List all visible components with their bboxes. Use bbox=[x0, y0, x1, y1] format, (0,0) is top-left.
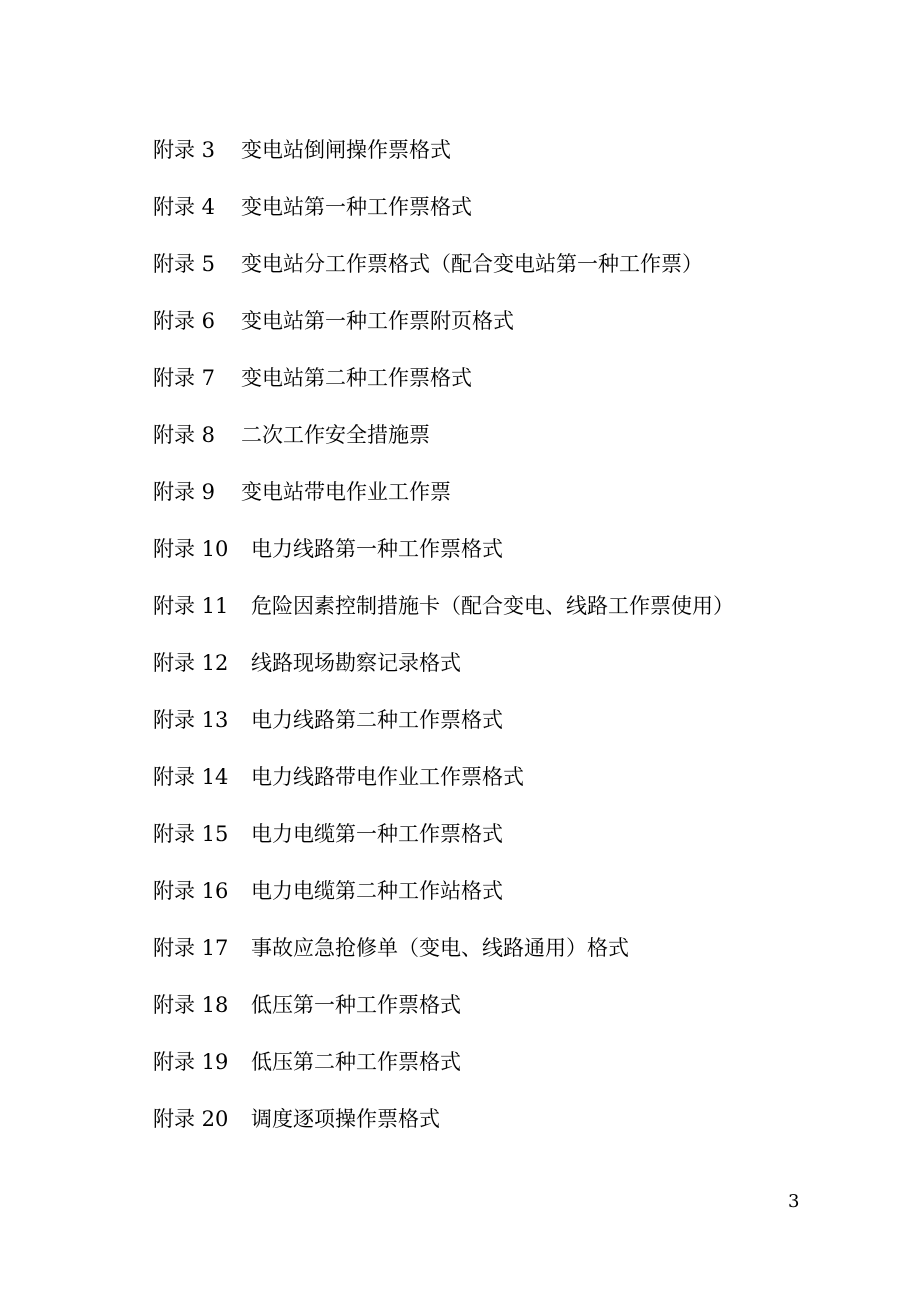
appendix-item bbox=[153, 473, 734, 530]
appendix-item bbox=[153, 1043, 734, 1100]
appendix-item bbox=[153, 416, 734, 473]
appendix-title: 低压第一种工作票格式 bbox=[251, 993, 461, 1017]
appendix-title: 电力电缆第二种工作站格式 bbox=[251, 879, 503, 903]
appendix-title: 变电站第二种工作票格式 bbox=[241, 366, 472, 390]
appendix-item bbox=[153, 188, 734, 245]
appendix-title: 变电站带电作业工作票 bbox=[241, 480, 451, 504]
appendix-label: 附录 5 bbox=[153, 252, 216, 276]
appendix-list bbox=[153, 131, 734, 1157]
appendix-label: 附录 10 bbox=[153, 537, 229, 561]
appendix-title: 变电站分工作票格式（配合变电站第一种工作票） bbox=[241, 252, 703, 276]
appendix-title: 事故应急抢修单（变电、线路通用）格式 bbox=[251, 936, 629, 960]
appendix-label: 附录 3 bbox=[153, 138, 216, 162]
appendix-label: 附录 14 bbox=[153, 765, 229, 789]
appendix-item bbox=[153, 986, 734, 1043]
appendix-label: 附录 17 bbox=[153, 936, 229, 960]
appendix-item bbox=[153, 701, 734, 758]
page-number: 3 bbox=[788, 1191, 800, 1212]
appendix-title: 电力电缆第一种工作票格式 bbox=[251, 822, 503, 846]
appendix-item bbox=[153, 530, 734, 587]
appendix-title: 调度逐项操作票格式 bbox=[251, 1107, 440, 1131]
appendix-item bbox=[153, 644, 734, 701]
appendix-item bbox=[153, 302, 734, 359]
appendix-title: 变电站第一种工作票格式 bbox=[241, 195, 472, 219]
appendix-title: 变电站第一种工作票附页格式 bbox=[241, 309, 514, 333]
appendix-label: 附录 16 bbox=[153, 879, 229, 903]
appendix-label: 附录 20 bbox=[153, 1107, 229, 1131]
appendix-item bbox=[153, 815, 734, 872]
appendix-label: 附录 4 bbox=[153, 195, 216, 219]
appendix-label: 附录 15 bbox=[153, 822, 229, 846]
appendix-label: 附录 12 bbox=[153, 651, 229, 675]
appendix-item bbox=[153, 929, 734, 986]
appendix-title: 二次工作安全措施票 bbox=[241, 423, 430, 447]
appendix-item bbox=[153, 1100, 734, 1157]
appendix-label: 附录 18 bbox=[153, 993, 229, 1017]
appendix-title: 电力线路第二种工作票格式 bbox=[251, 708, 503, 732]
appendix-label: 附录 13 bbox=[153, 708, 229, 732]
appendix-item bbox=[153, 359, 734, 416]
appendix-title: 电力线路带电作业工作票格式 bbox=[251, 765, 524, 789]
appendix-title: 危险因素控制措施卡（配合变电、线路工作票使用） bbox=[251, 594, 734, 618]
appendix-title: 线路现场勘察记录格式 bbox=[251, 651, 461, 675]
appendix-title: 电力线路第一种工作票格式 bbox=[251, 537, 503, 561]
appendix-item bbox=[153, 245, 734, 302]
appendix-item bbox=[153, 131, 734, 188]
appendix-label: 附录 9 bbox=[153, 480, 216, 504]
appendix-label: 附录 11 bbox=[153, 594, 229, 618]
appendix-item bbox=[153, 872, 734, 929]
appendix-label: 附录 6 bbox=[153, 309, 216, 333]
appendix-item bbox=[153, 758, 734, 815]
appendix-title: 低压第二种工作票格式 bbox=[251, 1050, 461, 1074]
appendix-item bbox=[153, 587, 734, 644]
appendix-title: 变电站倒闸操作票格式 bbox=[241, 138, 451, 162]
appendix-label: 附录 19 bbox=[153, 1050, 229, 1074]
appendix-label: 附录 8 bbox=[153, 423, 216, 447]
appendix-label: 附录 7 bbox=[153, 366, 216, 390]
